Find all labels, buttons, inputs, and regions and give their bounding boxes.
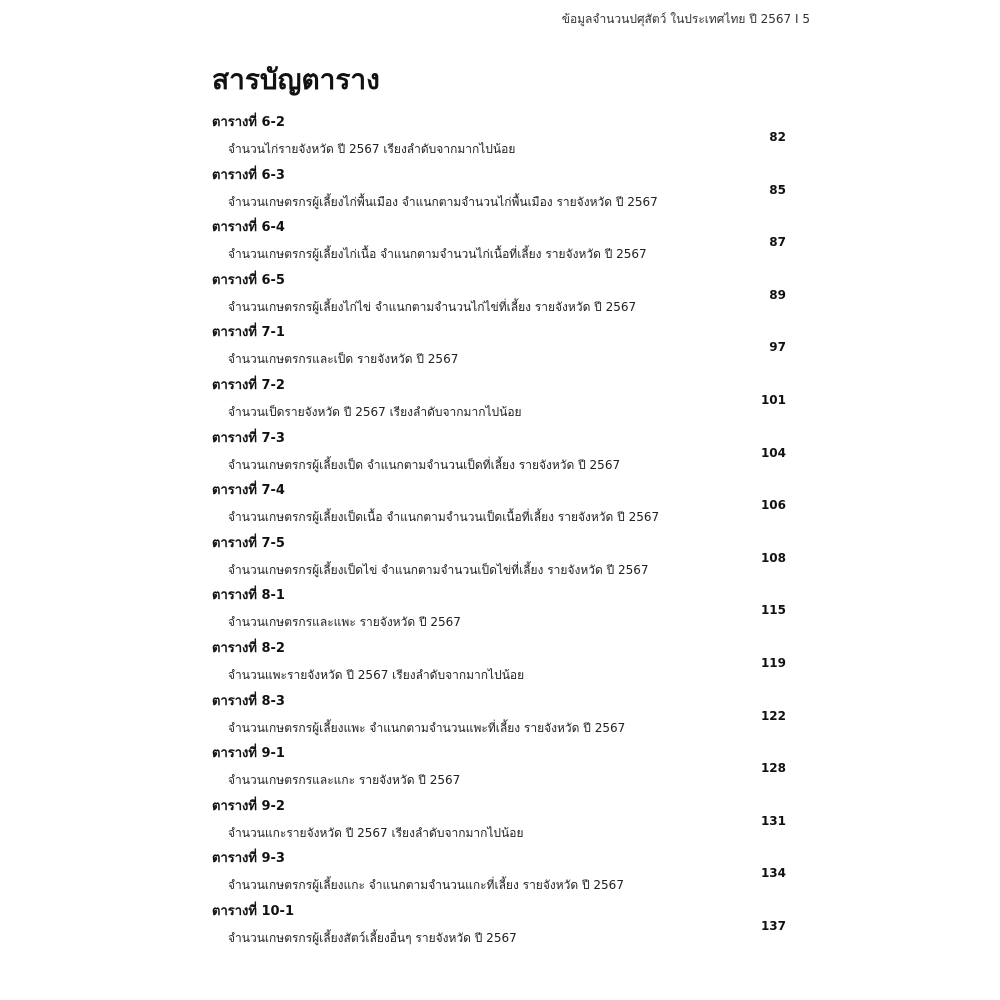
toc-entry[interactable]	[212, 535, 792, 588]
toc-entry-description: จำนวนไก่รายจังหวัด ปี 2567 เรียงลำดับจากมากไปน้อย	[228, 142, 516, 156]
toc-entry-label: ตารางที่ 8-2	[212, 640, 285, 656]
toc-entry-description: จำนวนเกษตรกรผู้เลี้ยงไก่เนื้อ จำแนกตามจำนวนไก่เนื้อที่เลี้ยง รายจังหวัด ปี 2567	[228, 247, 647, 262]
toc-entry-page-number: 106	[760, 498, 786, 513]
toc-entry-description: จำนวนเกษตรกรผู้เลี้ยงไก่พื้นเมือง จำแนกตามจำนวนไก่พื้นเมือง รายจังหวัด ปี 2567	[228, 194, 658, 209]
toc-entry-label: ตารางที่ 6-5	[212, 272, 285, 288]
toc-entry-label: ตารางที่ 8-3	[212, 693, 285, 709]
toc-entry-description: จำนวนเกษตรกรและแพะ รายจังหวัด ปี 2567	[228, 615, 461, 630]
toc-entry[interactable]	[212, 324, 792, 377]
toc-entry-page-number: 119	[760, 655, 786, 670]
toc-entry-description: จำนวนแพะรายจังหวัด ปี 2567 เรียงลำดับจากมากไปน้อย	[228, 667, 525, 682]
toc-entry-page-number: 104	[760, 445, 786, 460]
toc-entry-page-number: 101	[760, 392, 786, 407]
toc-entry-label: ตารางที่ 10-1	[212, 903, 294, 919]
toc-entry[interactable]	[212, 377, 792, 430]
toc-entry-label: ตารางที่ 7-1	[212, 325, 285, 341]
toc-entry-page-number: 115	[760, 603, 786, 618]
table-of-contents-list	[212, 114, 792, 956]
toc-entry-label: ตารางที่ 6-3	[212, 167, 285, 183]
toc-entry-label: ตารางที่ 7-5	[212, 535, 285, 551]
toc-entry[interactable]	[212, 745, 792, 798]
toc-entry[interactable]	[212, 114, 792, 167]
toc-entry-label: ตารางที่ 7-4	[212, 483, 285, 499]
toc-entry[interactable]	[212, 798, 792, 851]
toc-entry-page-number: 85	[769, 182, 786, 197]
toc-entry[interactable]	[212, 167, 792, 220]
toc-entry-description: จำนวนเกษตรกรผู้เลี้ยงแพะ จำแนกตามจำนวนแพะที่เลี้ยง รายจังหวัด ปี 2567	[228, 720, 626, 735]
toc-entry-page-number: 134	[760, 866, 786, 881]
toc-entry-description: จำนวนเกษตรกรและแกะ รายจังหวัด ปี 2567	[228, 773, 461, 788]
toc-entry-description: จำนวนเกษตรกรผู้เลี้ยงเป็ด จำแนกตามจำนวนเป็ดที่เลี้ยง รายจังหวัด ปี 2567	[228, 457, 621, 472]
toc-entry-label: ตารางที่ 7-3	[212, 430, 285, 446]
toc-entry-label: ตารางที่ 9-1	[212, 746, 285, 762]
toc-entry-description: จำนวนเกษตรกรและเป็ด รายจังหวัด ปี 2567	[228, 352, 459, 367]
toc-entry-description: จำนวนเกษตรกรผู้เลี้ยงเป็ดไข่ จำแนกตามจำนวนเป็ดไข่ที่เลี้ยง รายจังหวัด ปี 2567	[228, 562, 649, 577]
toc-entry-page-number: 97	[769, 340, 786, 355]
toc-entry-description: จำนวนเกษตรกรผู้เลี้ยงแกะ จำแนกตามจำนวนแกะที่เลี้ยง รายจังหวัด ปี 2567	[228, 878, 624, 893]
toc-entry[interactable]	[212, 430, 792, 483]
toc-entry[interactable]	[212, 693, 792, 746]
toc-entry[interactable]	[212, 272, 792, 325]
toc-entry-label: ตารางที่ 8-1	[212, 588, 285, 604]
toc-entry-page-number: 87	[769, 235, 786, 250]
page-title: สารบัญตาราง	[212, 63, 380, 96]
toc-entry-page-number: 131	[760, 813, 786, 828]
toc-entry-label: ตารางที่ 9-3	[212, 851, 285, 867]
toc-entry-description: จำนวนเกษตรกรผู้เลี้ยงเป็ดเนื้อ จำแนกตามจำนวนเป็ดเนื้อที่เลี้ยง รายจังหวัด ปี 2567	[228, 510, 660, 525]
toc-entry-page-number: 128	[760, 761, 786, 776]
toc-entry-page-number: 137	[760, 918, 786, 933]
toc-entry-page-number: 108	[760, 550, 786, 565]
toc-entry-page-number: 89	[769, 287, 786, 302]
toc-entry[interactable]	[212, 850, 792, 903]
running-header: ข้อมูลจำนวนปศุสัตว์ ในประเทศไทย ปี 2567 I 5	[561, 12, 810, 26]
toc-entry-label: ตารางที่ 9-2	[212, 798, 285, 814]
toc-entry-description: จำนวนเกษตรกรผู้เลี้ยงสัตว์เลี้ยงอื่นๆ รายจังหวัด ปี 2567	[228, 930, 517, 945]
toc-entry-description: จำนวนเกษตรกรผู้เลี้ยงไก่ไข่ จำแนกตามจำนวนไก่ไข่ที่เลี้ยง รายจังหวัด ปี 2567	[228, 299, 637, 314]
toc-entry-description: จำนวนเป็ดรายจังหวัด ปี 2567 เรียงลำดับจากมากไปน้อย	[228, 404, 522, 419]
toc-entry-label: ตารางที่ 6-2	[212, 115, 285, 130]
toc-entry[interactable]	[212, 219, 792, 272]
toc-entry[interactable]	[212, 640, 792, 693]
toc-entry-page-number: 122	[760, 708, 786, 723]
toc-entry-page-number: 82	[769, 130, 786, 144]
toc-entry-description: จำนวนแกะรายจังหวัด ปี 2567 เรียงลำดับจากมากไปน้อย	[228, 825, 524, 840]
toc-entry-label: ตารางที่ 6-4	[212, 220, 285, 236]
toc-entry[interactable]	[212, 903, 792, 956]
toc-entry[interactable]	[212, 482, 792, 535]
toc-entry-label: ตารางที่ 7-2	[212, 377, 285, 393]
toc-entry[interactable]	[212, 587, 792, 640]
